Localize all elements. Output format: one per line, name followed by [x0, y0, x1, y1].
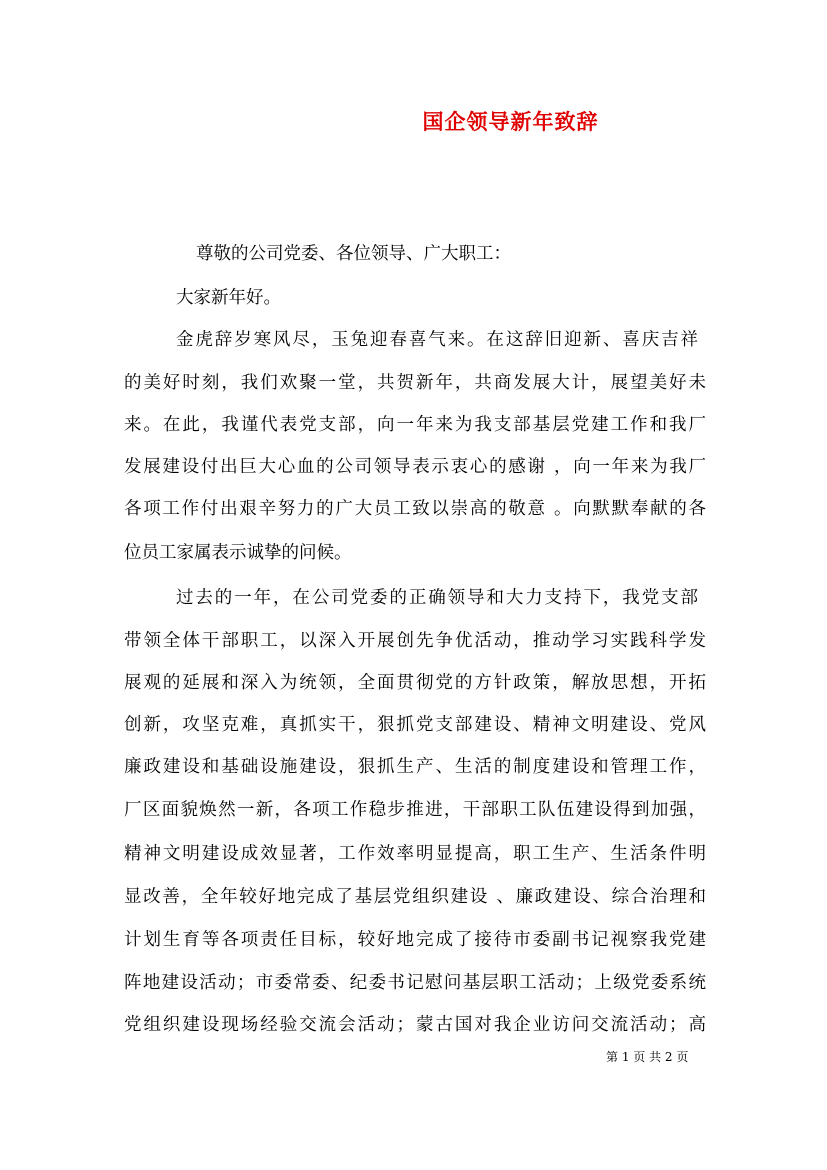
paragraph-line: 发展建设付出巨大心血的公司领导表示衷心的感谢 ，向一年来为我厂 [124, 457, 706, 477]
paragraph-line: 金虎辞岁寒风尽，玉兔迎春喜气来。在这辞旧迎新、喜庆吉祥 [176, 330, 698, 350]
paragraph-line: 党组织建设现场经验交流会活动；蒙古国对我企业访问交流活动；高 [124, 1015, 706, 1035]
paragraph-line: 来。在此，我谨代表党支部，向一年来为我支部基层党建工作和我厂 [124, 415, 706, 435]
page-number: 第 1 页 共 2 页 [606, 1050, 689, 1064]
paragraph-line: 计划生育等各项责任目标，较好地完成了接待市委副书记视察我党建 [124, 930, 706, 950]
paragraph-line: 各项工作付出艰辛努力的广大员工致以崇高的敬意 。向默默奉献的各 [124, 499, 706, 519]
paragraph-line: 的美好时刻，我们欢聚一堂，共贺新年，共商发展大计，展望美好未 [124, 373, 706, 393]
paragraph-line: 展观的延展和深入为统领，全面贯彻党的方针政策，解放思想，开拓 [124, 673, 706, 693]
paragraph-line: 廉政建设和基础设施建设，狠抓生产、生活的制度建设和管理工作， [124, 757, 706, 777]
paragraph-line: 显改善，全年较好地完成了基层党组织建设 、廉政建设、综合治理和 [124, 887, 706, 907]
document-title: 国企领导新年致辞 [422, 109, 599, 134]
paragraph-line: 厂区面貌焕然一新，各项工作稳步推进，干部职工队伍建设得到加强， [124, 800, 706, 820]
paragraph-line: 带领全体干部职工，以深入开展创先争优活动，推动学习实践科学发 [124, 631, 706, 651]
paragraph-line: 精神文明建设成效显著，工作效率明显提高，职工生产、生活条件明 [124, 844, 706, 864]
paragraph-line: 创新，攻坚克难，真抓实干，狠抓党支部建设、精神文明建设、党风 [124, 715, 706, 735]
greeting-line: 大家新年好。 [176, 288, 281, 308]
paragraph-line: 位员工家属表示诚挚的问候。 [124, 543, 352, 563]
paragraph-line: 过去的一年，在公司党委的正确领导和大力支持下，我党支部 [176, 588, 698, 608]
salutation-line: 尊敬的公司党委、各位领导、广大职工： [196, 244, 511, 264]
paragraph-line: 阵地建设活动；市委常委、纪委书记慰问基层职工活动；上级党委系统 [124, 973, 706, 993]
